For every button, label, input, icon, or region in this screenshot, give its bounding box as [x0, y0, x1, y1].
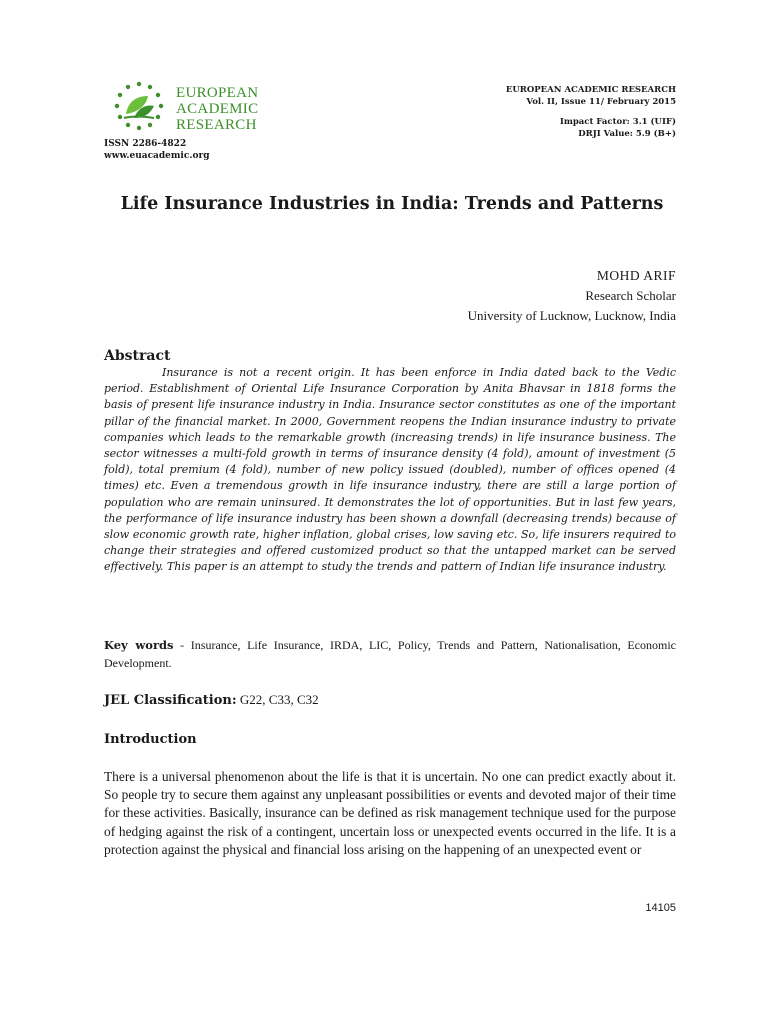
logo-wordmark: [176, 85, 258, 133]
issn-block: [104, 138, 210, 162]
logo-line-1: EUROPEAN: [176, 85, 259, 101]
abstract-heading: Abstract: [104, 348, 171, 364]
keywords: [104, 636, 676, 672]
author-name: MOHD ARIF: [596, 268, 676, 283]
paper-title: Life Insurance Industries in India: Trends and Patterns: [120, 194, 664, 214]
introduction-text: There is a universal phenomenon about the life is that it is uncertain. No one can predict exactly about it. So people try to secure them against any unpleasant possibilities or events and devoted major of their time for these activities. Basically, insurance can be defined as risk management technique used for the purpose of hedging against the risk of a contingent, uncertain loss or unexpected events occurred in the life. It is a protection against the physical and financial loss arising on the happening of an unexpected event or: [104, 769, 676, 857]
jel-codes: G22, C33, C32: [236, 692, 319, 707]
introduction-heading: Introduction: [104, 732, 197, 747]
abstract-text: Insurance is not a recent origin. It has been enforce in India dated back to the Vedic period. Establishment of Oriental Life Insurance Corporation by Anita Bhavsar in 1818 forms the basis of present life insurance industry in India. Insurance sector constitutes as one of the important pillar of the financial market. In 2000, Government reopens the Indian insurance industry to private companies which leads to the remarkable growth (increasing trends) in life insurance business. The sector witnesses a multi-fold growth in terms of insurance density (4 fold), amount of investment (5 fold), total premium (4 fold), number of new policy issued (doubled), number of offices opened (4 times) etc. Even a tremendous growth in life insurance industry, there are still a large portion of population who are remain uninsured. It demonstrates the lot of opportunities. But in last few years, the performance of life insurance industry has been shown a downfall (decreasing trends) because of slow economic growth rate, higher inflation, global crises, low saving etc. So, life insurers required to change their strategies and offered customized product so that the untapped market can be served effectively. This paper is an attempt to study the trends and pattern of Indian life insurance industry.: [104, 366, 676, 574]
logo-emblem-icon: [104, 78, 174, 140]
logo-line-3: RESEARCH: [176, 117, 257, 133]
page-number: 14105: [645, 902, 676, 914]
journal-info: [506, 84, 676, 140]
author-block: [468, 266, 676, 326]
keywords-label: Key words: [104, 638, 174, 652]
jel-label: JEL Classification:: [104, 693, 237, 708]
author-affiliation: University of Lucknow, Lucknow, India: [467, 308, 676, 323]
jel-classification: [104, 690, 676, 711]
website-link[interactable]: www.euacademic.org: [104, 151, 210, 161]
journal-issue: Vol. II, Issue 11/ February 2015: [526, 97, 676, 107]
author-role: Research Scholar: [585, 288, 676, 303]
drji-value: DRJI Value: 5.9 (B+): [578, 129, 676, 139]
issn: ISSN 2286-4822: [104, 139, 187, 149]
journal-name: EUROPEAN ACADEMIC RESEARCH: [505, 85, 676, 95]
journal-logo: [104, 78, 268, 140]
logo-line-2: ACADEMIC: [176, 101, 259, 117]
impact-factor: Impact Factor: 3.1 (UIF): [559, 117, 676, 127]
keywords-text: - Insurance, Life Insurance, IRDA, LIC, Policy, Trends and Pattern, Nationalisation, Economic Development.: [104, 638, 676, 670]
